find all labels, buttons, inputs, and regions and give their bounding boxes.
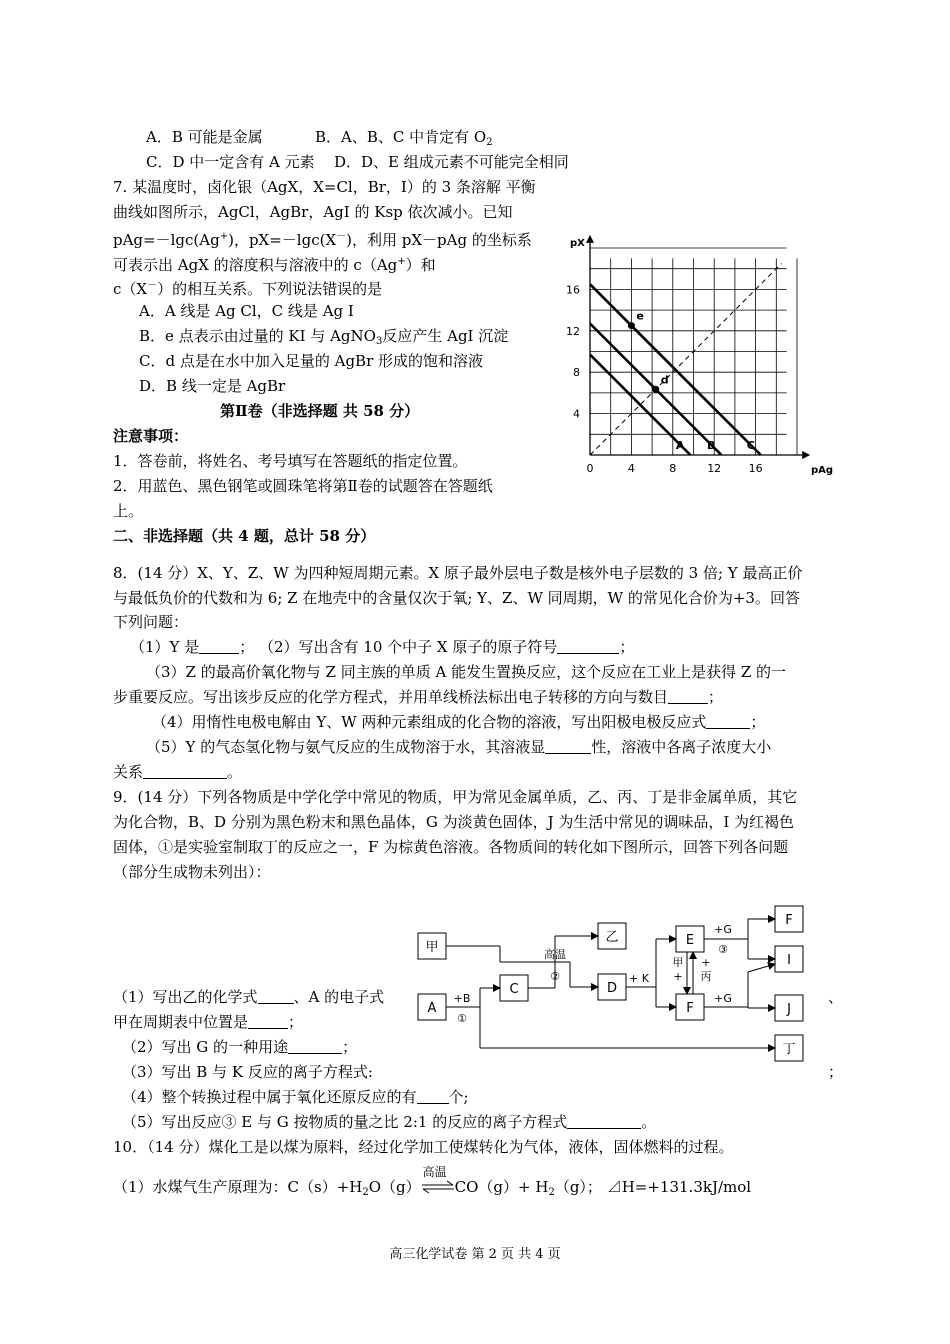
label-c: C bbox=[509, 982, 519, 997]
label-gaowen: 高温 bbox=[544, 948, 566, 961]
q9-sub-1-cont: 甲在周期表中位置是 ； bbox=[113, 1013, 304, 1031]
q8-stem-line3: 下列问题： bbox=[113, 613, 189, 631]
q6-option-b: B．A、B、C 中肯定有 $O_2$ bbox=[315, 128, 493, 148]
q7-option-d: D．B 线一定是 AgBr bbox=[139, 377, 286, 395]
y-tick-label: 12 bbox=[566, 324, 580, 338]
q8-sub-3: （3）Z 的最高价氧化物与 Z 同主族的单质 A 能发生置换反应，这个反应在工业上是获得 Z 的一 bbox=[146, 663, 787, 681]
y-tick-label: 8 bbox=[573, 366, 580, 380]
q7-stem-line3: pAg=－lgc(Ag+)，pX=－lgc(X－)，利用 pX－pAg 的坐标系 bbox=[113, 231, 532, 249]
label-reaction-3: ③ bbox=[718, 943, 728, 956]
q8-sub-4: （4）用惰性电极电解由 Y、W 两种元素组成的化合物的溶液，写出阳极电极反应式 ； bbox=[152, 713, 766, 731]
label-plus-k: + K bbox=[629, 972, 649, 985]
q6-option-c: C．D 中一定含有 A 元素 bbox=[146, 153, 315, 171]
part2-title: 第Ⅱ卷（非选择题 共 58 分） bbox=[220, 402, 420, 420]
notice-2: 2．用蓝色、黑色钢笔或圆珠笔将第Ⅱ卷的试题答在答题纸 bbox=[113, 477, 493, 495]
q9-sub-3-end: ； bbox=[828, 1063, 844, 1081]
point-d bbox=[652, 386, 659, 393]
q8-sub-5: （5）Y 的气态氢化物与氨气反应的生成物溶于水，其溶液显 性，溶液中各离子浓度大小 bbox=[146, 738, 772, 756]
label-e: E bbox=[685, 933, 695, 948]
point-label-d: d bbox=[660, 373, 669, 387]
q7-option-a: A．A 线是 Ag Cl，C 线是 Ag I bbox=[139, 302, 354, 320]
label-bing: 丙 bbox=[700, 970, 712, 983]
label-ding: 丁 bbox=[782, 1042, 796, 1057]
q10-stem: 10．（14 分）煤化工是以煤为原料，经过化学加工使煤转化为气体，液体，固体燃料的过程。 bbox=[113, 1138, 734, 1156]
equilibrium-arrow: 高温 bbox=[421, 1180, 455, 1194]
label-a: A bbox=[427, 1001, 437, 1016]
q7-stem-line5: c（X－）的相互关系。下列说法错误的是 bbox=[113, 280, 383, 298]
q9-sub-1: （1）写出乙的化学式 、A 的电子式 bbox=[113, 988, 385, 1006]
label-yi: 乙 bbox=[605, 930, 619, 945]
label-f: F bbox=[686, 1001, 694, 1016]
q9-sub-1-sep: 、 bbox=[828, 988, 844, 1006]
q8-sub-3-cont: 步重要反应。写出该步反应的化学方程式，并用单线桥法标出电子转移的方向与数目 ； bbox=[113, 688, 724, 706]
q7-stem-line4: 可表示出 AgX 的溶度积与溶液中的 c（Ag+）和 bbox=[113, 256, 436, 274]
q7-option-b: B．e 点表示由过量的 KI 与 AgNO$_3$反应产生 AgI 沉淀 bbox=[139, 327, 509, 347]
notice-1: 1．答卷前，将姓名、考号填写在答题纸的指定位置。 bbox=[113, 452, 468, 470]
series-label-c: C bbox=[746, 439, 755, 452]
label-plus-b: +B bbox=[453, 992, 471, 1005]
y-axis-arrow bbox=[586, 235, 594, 243]
q8-stem-line2: 与最低负价的代数和为 6; Z 在地壳中的含量仅次于氧; Y、Z、W 同周期，W 的常见化合价为+3。回答 bbox=[113, 589, 800, 607]
x-tick-label: 0 bbox=[586, 462, 594, 475]
label-plus-g-2: +G bbox=[714, 992, 732, 1005]
x-tick-label: 4 bbox=[627, 462, 635, 475]
y-tick-label: 4 bbox=[573, 407, 580, 421]
q9-sub-5: （5）写出反应③ E 与 G 按物质的量之比 2:1 的反应的离子方程式 。 bbox=[122, 1113, 657, 1131]
q8-sub-1-2: （1）Y 是 ； （2）写出含有 10 个中子 X 原子的原子符号 ； bbox=[130, 638, 635, 656]
q10-sub-1: （1）水煤气生产原理为：$C(s)+H_2O(g)$ 高温 $CO(g)+ H_2(g)$； ⊿H=+131.3kJ/mol bbox=[113, 1165, 752, 1198]
label-jia: 甲 bbox=[425, 940, 439, 955]
q9-stem-line4: （部分生成物未列出）： bbox=[113, 863, 271, 881]
q9-stem-line1: 9．(14 分）下列各物质是中学化学中常见的物质，甲为常见金属单质，乙、丙、丁是非金属单质，其它 bbox=[113, 788, 798, 806]
q8-sub-5-cont: 关系 。 bbox=[113, 763, 243, 781]
y-tick-label: 16 bbox=[566, 283, 580, 297]
label-i: I bbox=[787, 953, 791, 968]
q6-option-d: D．D、E 组成元素不可能完全相同 bbox=[334, 153, 569, 171]
label-plus-g-1: +G bbox=[714, 923, 732, 936]
reaction-flow-diagram bbox=[410, 898, 820, 1068]
label-plus-left: + bbox=[673, 970, 683, 983]
q6-option-a: A．B 可能是金属 bbox=[146, 128, 263, 146]
section-title: 二、非选择题（共 4 题，总计 58 分） bbox=[113, 527, 376, 545]
page-footer: 高三化学试卷 第 2 页 共 4 页 bbox=[389, 1247, 561, 1262]
label-jia-reagent: 甲 bbox=[672, 956, 684, 969]
q9-stem-line2: 为化合物，B、D 分别为黑色粉末和黑色晶体，G 为淡黄色固体，J 为生活中常见的调味品，I 为红褐色 bbox=[113, 813, 795, 831]
x-tick-label: 8 bbox=[669, 462, 677, 475]
notice-2-cont: 上。 bbox=[113, 502, 144, 520]
x-axis-arrow bbox=[802, 451, 810, 459]
q7-stem-line1: 7. 某温度时，卤化银（AgX，X=Cl，Br，I）的 3 条溶解 平衡 bbox=[113, 178, 536, 196]
point-e bbox=[628, 322, 635, 329]
label-j: J bbox=[787, 1002, 791, 1017]
q9-sub-3: （3）写出 B 与 K 反应的离子方程式: bbox=[122, 1063, 373, 1081]
notice-title: 注意事项： bbox=[113, 427, 189, 445]
q7-stem-line2: 曲线如图所示，AgCl，AgBr，AgI 的 Ksp 依次减小。已知 bbox=[113, 203, 513, 221]
y-axis-label: pX bbox=[570, 238, 585, 249]
point-label-e: e bbox=[636, 309, 644, 323]
label-d: D bbox=[606, 981, 618, 996]
series-label-a: A bbox=[675, 439, 685, 452]
q9-stem-line3: 固体，①是实验室制取丁的反应之一，F 为棕黄色溶液。各物质间的转化如下图所示，回答下列各问题 bbox=[113, 838, 789, 856]
label-reaction-1: ① bbox=[457, 1012, 467, 1025]
x-axis-label: pAg bbox=[811, 465, 834, 476]
q7-option-c: C．d 点是在水中加入足量的 AgBr 形成的饱和溶液 bbox=[139, 352, 484, 370]
q8-stem-line1: 8．(14 分）X、Y、Z、W 为四种短周期元素。X 原子最外层电子数是核外电子层数的 3 倍; Y 最高正价 bbox=[113, 564, 803, 582]
solubility-chart bbox=[548, 185, 868, 480]
x-tick-label: 16 bbox=[748, 462, 763, 475]
x-tick-label: 12 bbox=[707, 462, 722, 475]
label-plus-right: + bbox=[701, 956, 711, 969]
q9-sub-4: （4）整个转换过程中属于氧化还原反应的有 个; bbox=[122, 1088, 469, 1106]
label-fr: F bbox=[785, 913, 793, 928]
q9-sub-2: （2）写出 G 的一种用途 ； bbox=[122, 1038, 358, 1056]
reference-line bbox=[590, 264, 781, 455]
series-label-b: B bbox=[707, 439, 716, 452]
label-reaction-2: ② bbox=[550, 970, 560, 983]
